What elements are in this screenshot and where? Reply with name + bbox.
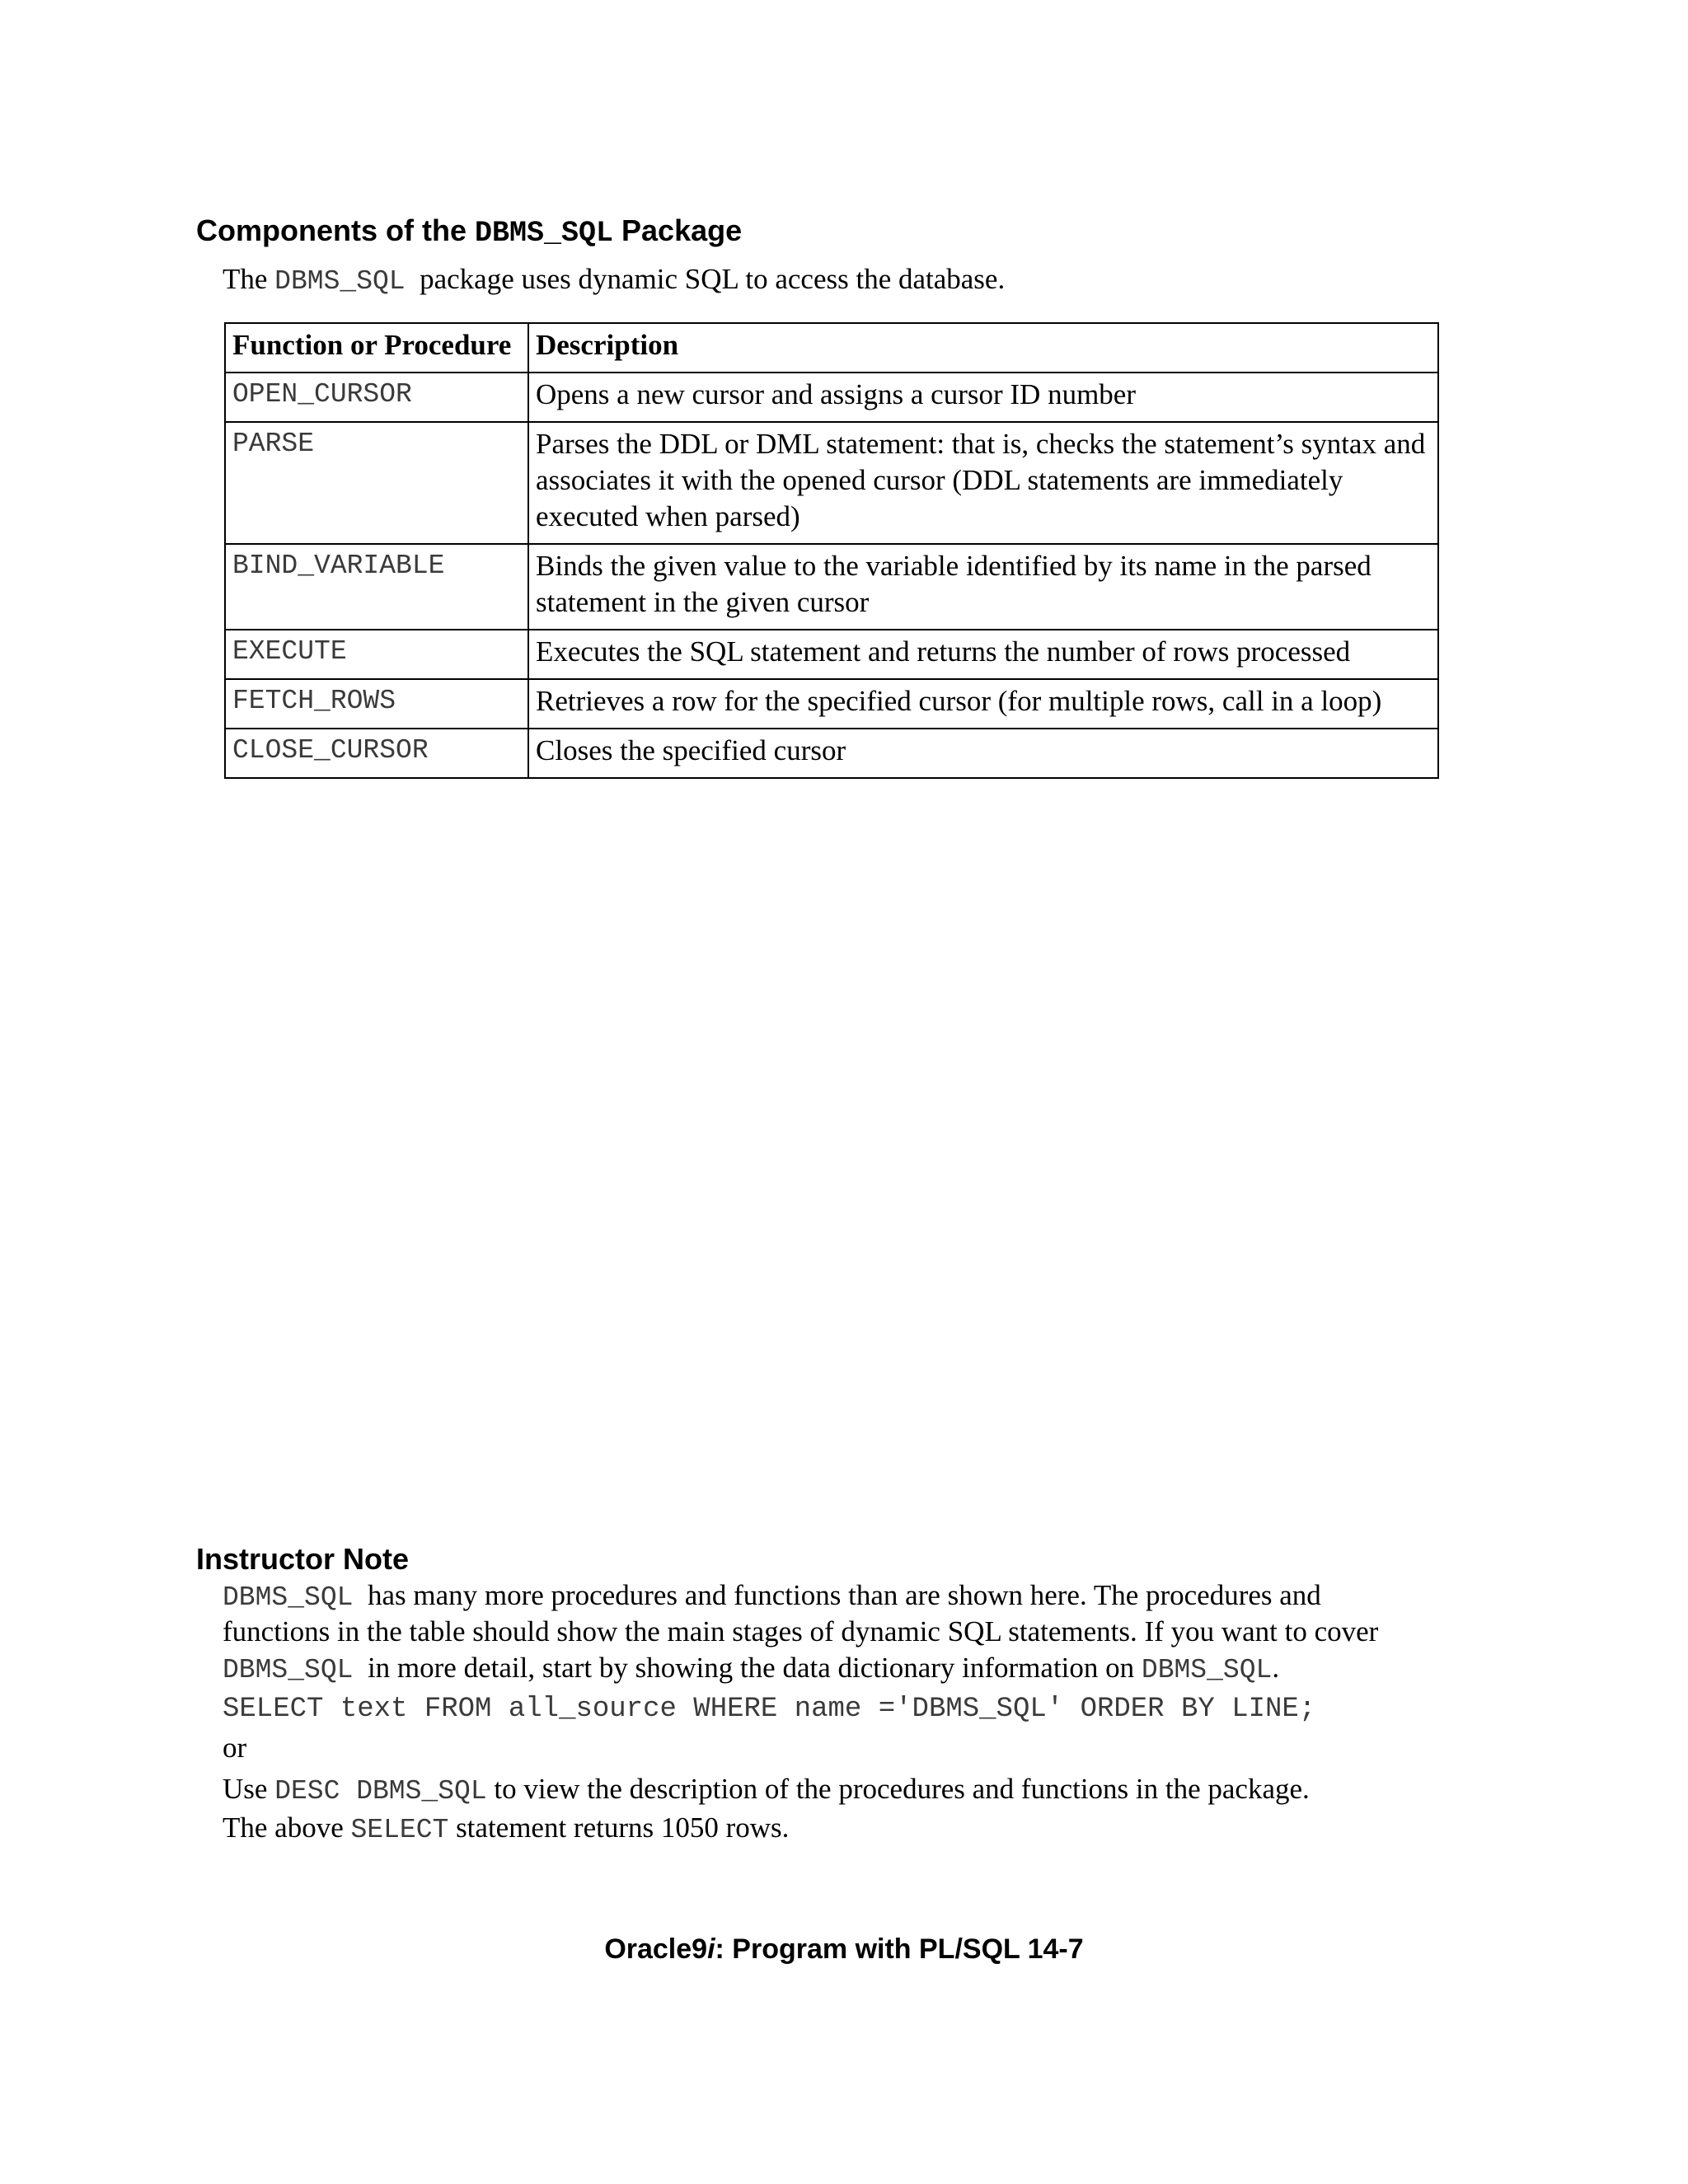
note-line bbox=[223, 1650, 1459, 1686]
inline-code: DBMS_SQL bbox=[1141, 1655, 1273, 1685]
footer-product: Oracle9 bbox=[604, 1933, 708, 1965]
inline-code: SELECT bbox=[350, 1815, 449, 1845]
note-text: statement returns 1050 rows. bbox=[448, 1811, 790, 1844]
table-row bbox=[225, 729, 1438, 778]
intro-prefix: The bbox=[223, 263, 275, 295]
note-text: . bbox=[1272, 1652, 1280, 1684]
inline-code: DBMS_SQL bbox=[223, 1582, 354, 1613]
page-footer bbox=[0, 1931, 1688, 1967]
heading-suffix: Package bbox=[613, 213, 743, 247]
inline-code: DBMS_SQL bbox=[223, 1655, 354, 1685]
note-text: Use bbox=[223, 1773, 275, 1805]
function-name: CLOSE_CURSOR bbox=[225, 729, 528, 778]
note-text: functions in the table should show the main stages of dynamic SQL statements. If you want to cover bbox=[223, 1615, 1379, 1647]
intro-suffix: package uses dynamic SQL to access the database. bbox=[405, 263, 1006, 295]
intro-code: DBMS_SQL bbox=[274, 266, 406, 297]
note-text: or bbox=[223, 1732, 247, 1764]
note-text: in more detail, start by showing the data dictionary information on bbox=[353, 1652, 1142, 1684]
heading-code: DBMS_SQL bbox=[474, 217, 614, 250]
note-text: to view the description of the procedures and functions in the package. bbox=[486, 1773, 1310, 1805]
instructor-note-heading: Instructor Note bbox=[196, 1542, 410, 1576]
note-line bbox=[223, 1577, 1459, 1614]
note-text: The above bbox=[223, 1811, 351, 1844]
function-name: OPEN_CURSOR bbox=[225, 373, 528, 422]
header-function-or-procedure: Function or Procedure bbox=[225, 323, 528, 373]
table-header-row bbox=[225, 323, 1438, 373]
footer-product-italic: i bbox=[707, 1933, 715, 1965]
table-row bbox=[225, 679, 1438, 729]
note-line bbox=[223, 1810, 1459, 1846]
note-line bbox=[223, 1614, 1459, 1650]
note-line bbox=[223, 1727, 1459, 1769]
table-row bbox=[225, 373, 1438, 422]
function-name: BIND_VARIABLE bbox=[225, 544, 528, 630]
function-name: FETCH_ROWS bbox=[225, 679, 528, 729]
components-table bbox=[224, 322, 1439, 779]
sql-statement-line bbox=[223, 1686, 1459, 1727]
footer-title: : Program with PL/SQL 14-7 bbox=[715, 1933, 1084, 1965]
heading-prefix: Components of the bbox=[196, 213, 475, 247]
function-description: Opens a new cursor and assigns a cursor ID number bbox=[528, 373, 1438, 422]
table-row bbox=[225, 630, 1438, 679]
section-heading bbox=[196, 211, 742, 253]
note-line bbox=[223, 1769, 1459, 1810]
instructor-note-body bbox=[223, 1577, 1459, 1846]
sql-statement: SELECT text FROM all_source WHERE name ='DBMS_SQL' ORDER BY LINE; bbox=[223, 1694, 1316, 1725]
table-row bbox=[225, 422, 1438, 544]
function-description: Retrieves a row for the specified cursor (for multiple rows, call in a loop) bbox=[528, 679, 1438, 729]
inline-code: DESC DBMS_SQL bbox=[274, 1776, 487, 1807]
function-description: Closes the specified cursor bbox=[528, 729, 1438, 778]
table-row bbox=[225, 544, 1438, 630]
function-name: EXECUTE bbox=[225, 630, 528, 679]
header-description: Description bbox=[528, 323, 1438, 373]
function-description: Binds the given value to the variable identified by its name in the parsed statement in the given cursor bbox=[528, 544, 1438, 630]
intro-paragraph bbox=[223, 260, 1005, 302]
function-name: PARSE bbox=[225, 422, 528, 544]
function-description: Executes the SQL statement and returns the number of rows processed bbox=[528, 630, 1438, 679]
note-text: has many more procedures and functions than are shown here. The procedures and bbox=[353, 1579, 1321, 1611]
function-description: Parses the DDL or DML statement: that is, checks the statement’s syntax and associates it with the opened cursor (DDL statements are immediately executed when parsed) bbox=[528, 422, 1438, 544]
